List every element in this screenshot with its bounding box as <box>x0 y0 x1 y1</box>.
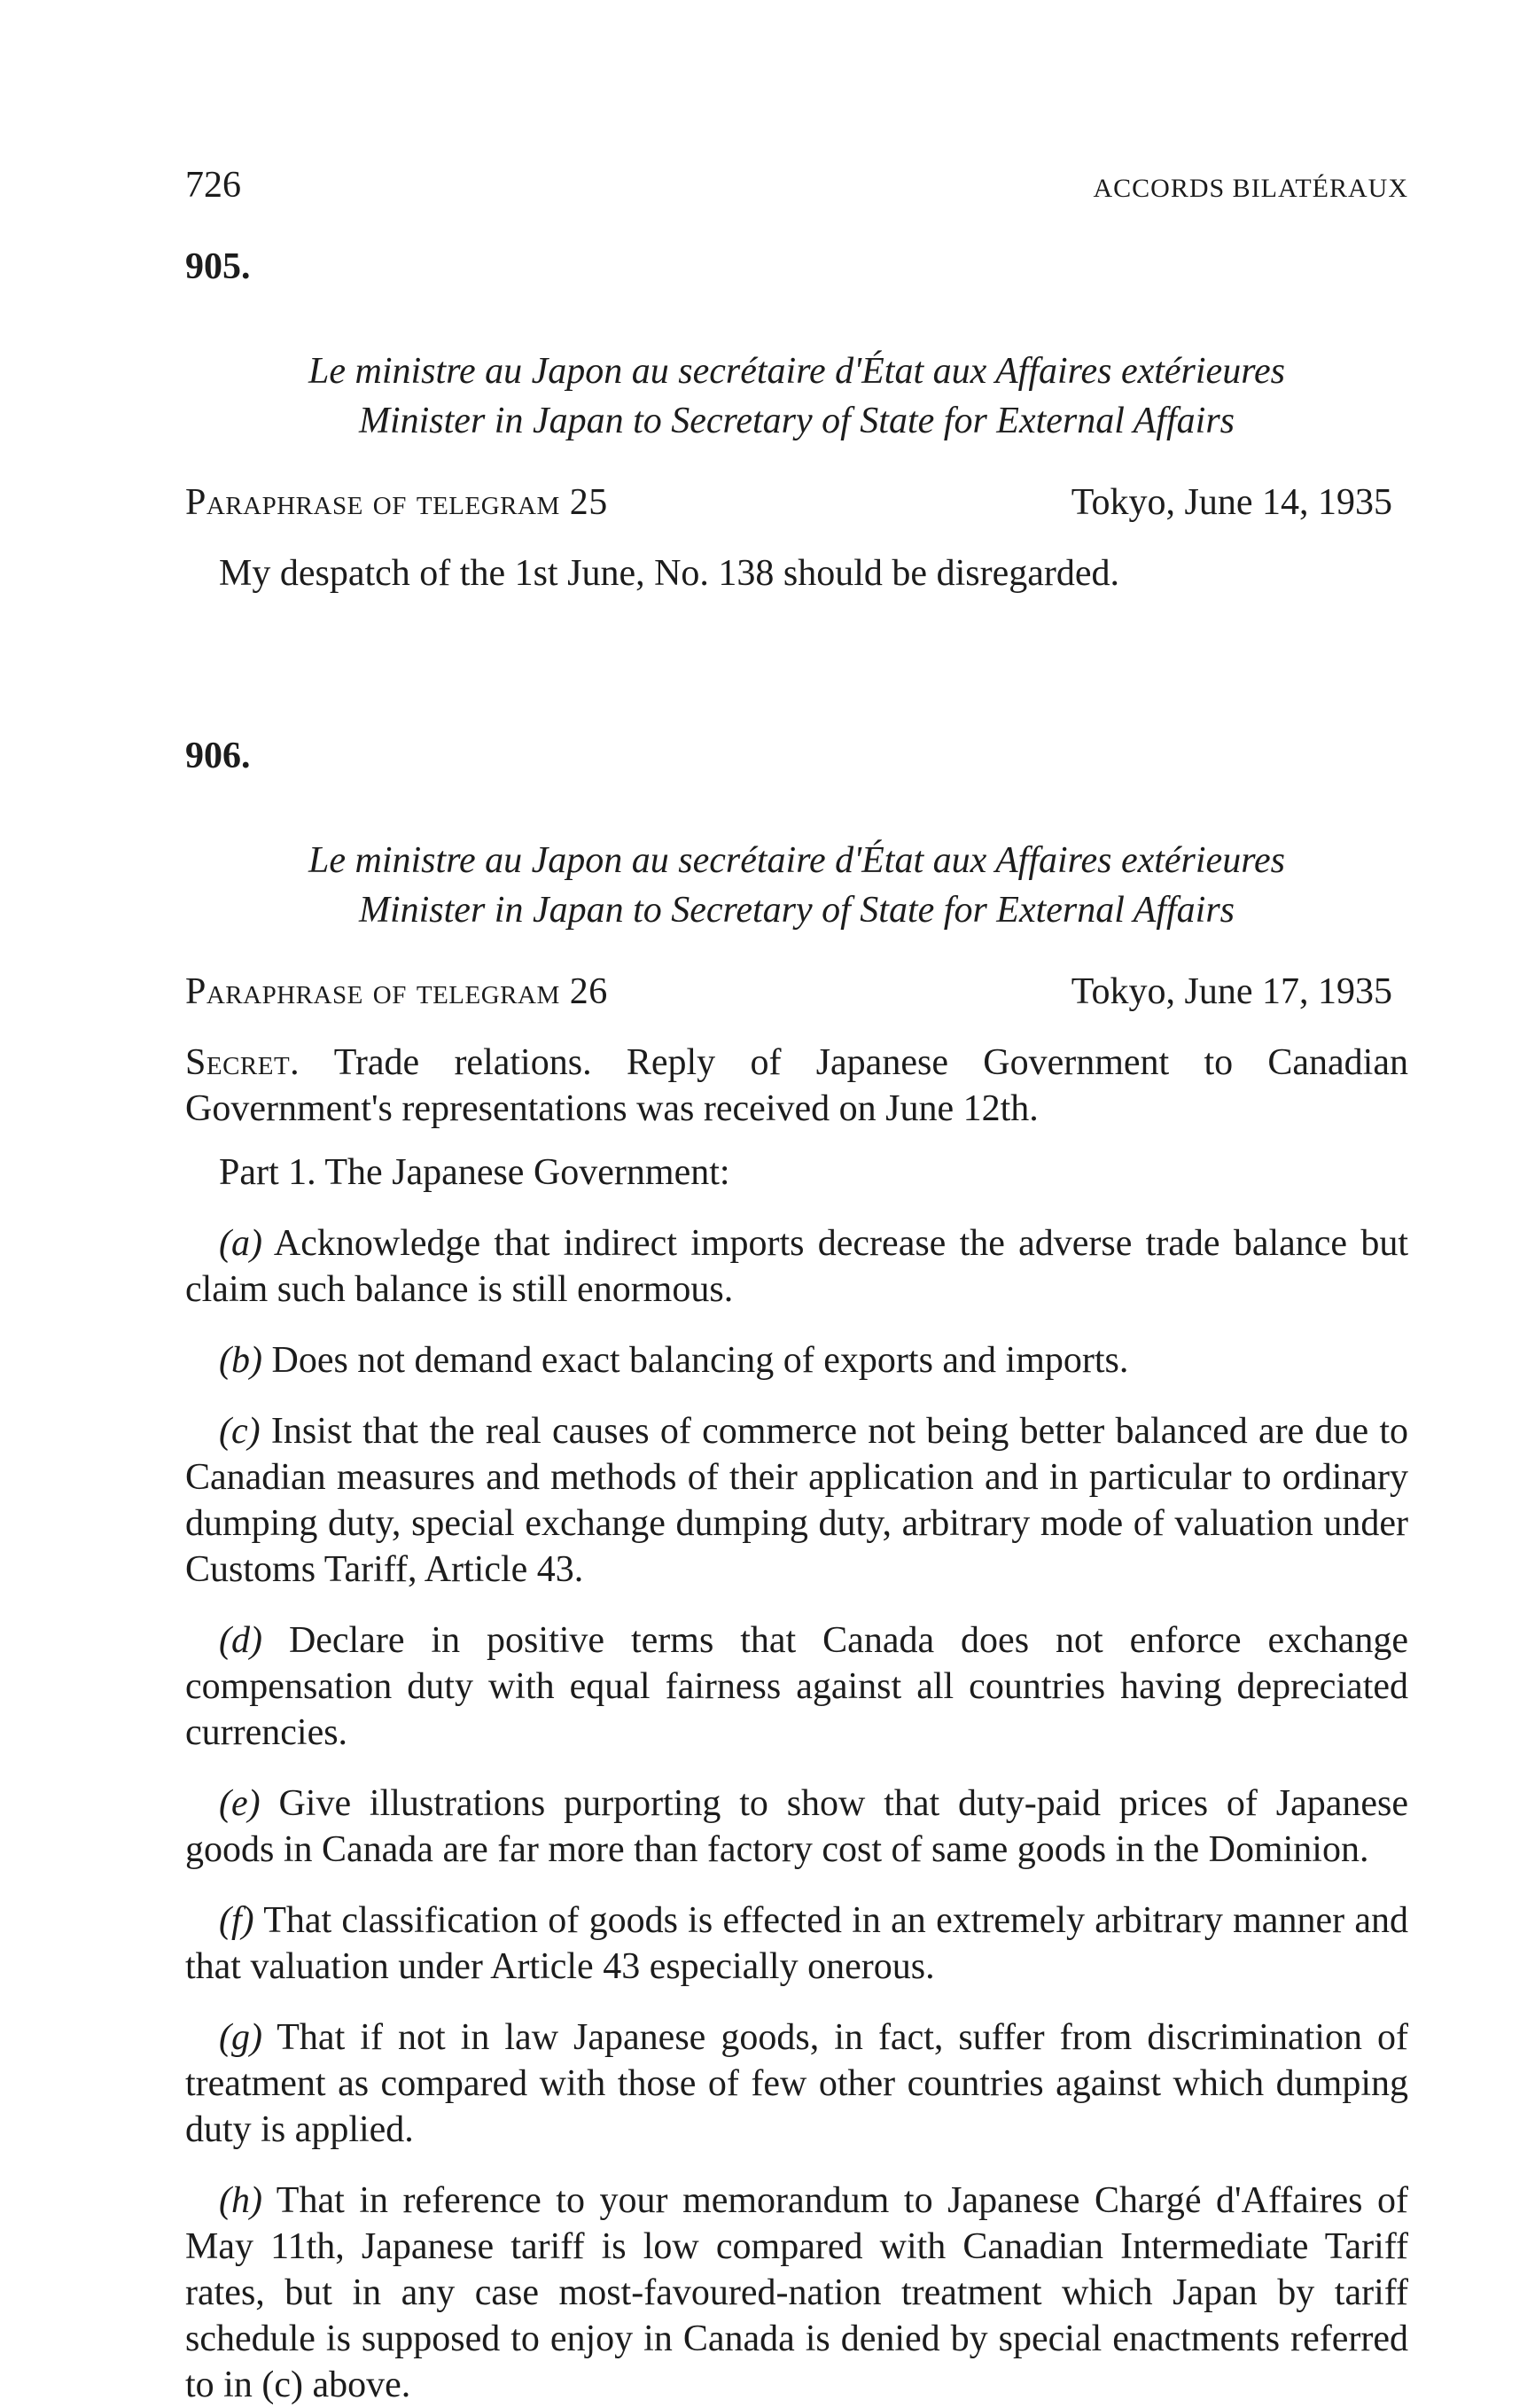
telegram-meta <box>185 970 1408 1013</box>
item-text: Acknowledge that indirect imports decrease the adverse trade balance but claim such balance is still enormous. <box>185 1223 1408 1310</box>
item-text: Insist that the real causes of commerce not being better balanced are due to Canadian measures and methods of their application and in particular to ordinary dumping duty, special exchange dumping duty, arbitrary mode of valuation under Customs Tariff, Article 43. <box>185 1411 1408 1590</box>
item-label: (h) <box>219 2180 262 2221</box>
item-text: Give illustrations purporting to show that duty-paid prices of Japanese goods in Canada are far more than factory cost of same goods in the Dominion. <box>185 1783 1408 1870</box>
heading-english: Minister in Japan to Secretary of State for External Affairs <box>358 890 1235 931</box>
list-item <box>185 1781 1408 1873</box>
telegram-label: Paraphrase of telegram 25 <box>185 482 608 523</box>
list-item <box>185 1617 1408 1756</box>
item-text: That in reference to your memorandum to Japanese Chargé d'Affaires of May 11th, Japanese tariff is low compared with Canadian Intermediate Tariff rates, but in any case most-favoured-nation treatment which Japan by tariff schedule is supposed to enjoy in Canada is denied by special enactments referred to in (c) above. <box>185 2180 1408 2405</box>
item-label: (e) <box>219 1783 261 1824</box>
item-label: (a) <box>219 1223 262 1264</box>
running-title: ACCORDS BILATÉRAUX <box>1093 174 1408 203</box>
list-item <box>185 2014 1408 2153</box>
list-item <box>185 1337 1408 1383</box>
document-number: 905. <box>185 246 251 287</box>
item-text: That if not in law Japanese goods, in fact, suffer from discrimination of treatment as compared with those of few other countries against which dumping duty is applied. <box>185 2017 1408 2150</box>
document-905 <box>185 245 1408 596</box>
telegram-meta <box>185 481 1408 524</box>
item-label: (c) <box>219 1411 261 1452</box>
document-page <box>185 164 1408 2408</box>
running-header <box>185 164 1408 222</box>
item-text: That classification of goods is effected in an extremely arbitrary manner and that valuation under Article 43 especially onerous. <box>185 1900 1408 1987</box>
item-label: (b) <box>219 1340 262 1381</box>
part-heading: Part 1. The Japanese Government: <box>219 1152 730 1193</box>
place-date: Tokyo, June 14, 1935 <box>1071 482 1392 523</box>
item-label: (g) <box>219 2017 262 2058</box>
heading-french: Le ministre au Japon au secrétaire d'État aux Affaires extérieures <box>308 840 1285 881</box>
item-label: (d) <box>219 1620 262 1661</box>
heading-french: Le ministre au Japon au secrétaire d'État aux Affaires extérieures <box>308 351 1285 392</box>
item-text: Declare in positive terms that Canada does not enforce exchange compensation duty with equal fairness against all countries having depreciated currencies. <box>185 1620 1409 1753</box>
document-number: 906. <box>185 736 251 776</box>
list-item <box>185 2178 1408 2408</box>
page-number: 726 <box>185 165 241 206</box>
document-906 <box>185 735 1408 2408</box>
secret-text: Trade relations. Reply of Japanese Government to Canadian Government's representations was received on June 12th. <box>185 1042 1408 1129</box>
telegram-label: Paraphrase of telegram 26 <box>185 971 608 1012</box>
item-text: Does not demand exact balancing of exports and imports. <box>271 1340 1129 1381</box>
body-paragraph: My despatch of the 1st June, No. 138 should be disregarded. <box>219 553 1119 594</box>
secret-paragraph <box>185 1040 1408 1132</box>
list-item <box>185 1220 1408 1313</box>
secret-label: Secret. <box>185 1042 300 1083</box>
place-date: Tokyo, June 17, 1935 <box>1071 971 1392 1012</box>
list-item <box>185 1898 1408 1990</box>
heading-english: Minister in Japan to Secretary of State for External Affairs <box>358 401 1235 441</box>
list-item <box>185 1408 1408 1593</box>
item-label: (f) <box>219 1900 254 1941</box>
document-separator <box>185 596 1408 712</box>
items-list <box>185 1220 1408 2408</box>
